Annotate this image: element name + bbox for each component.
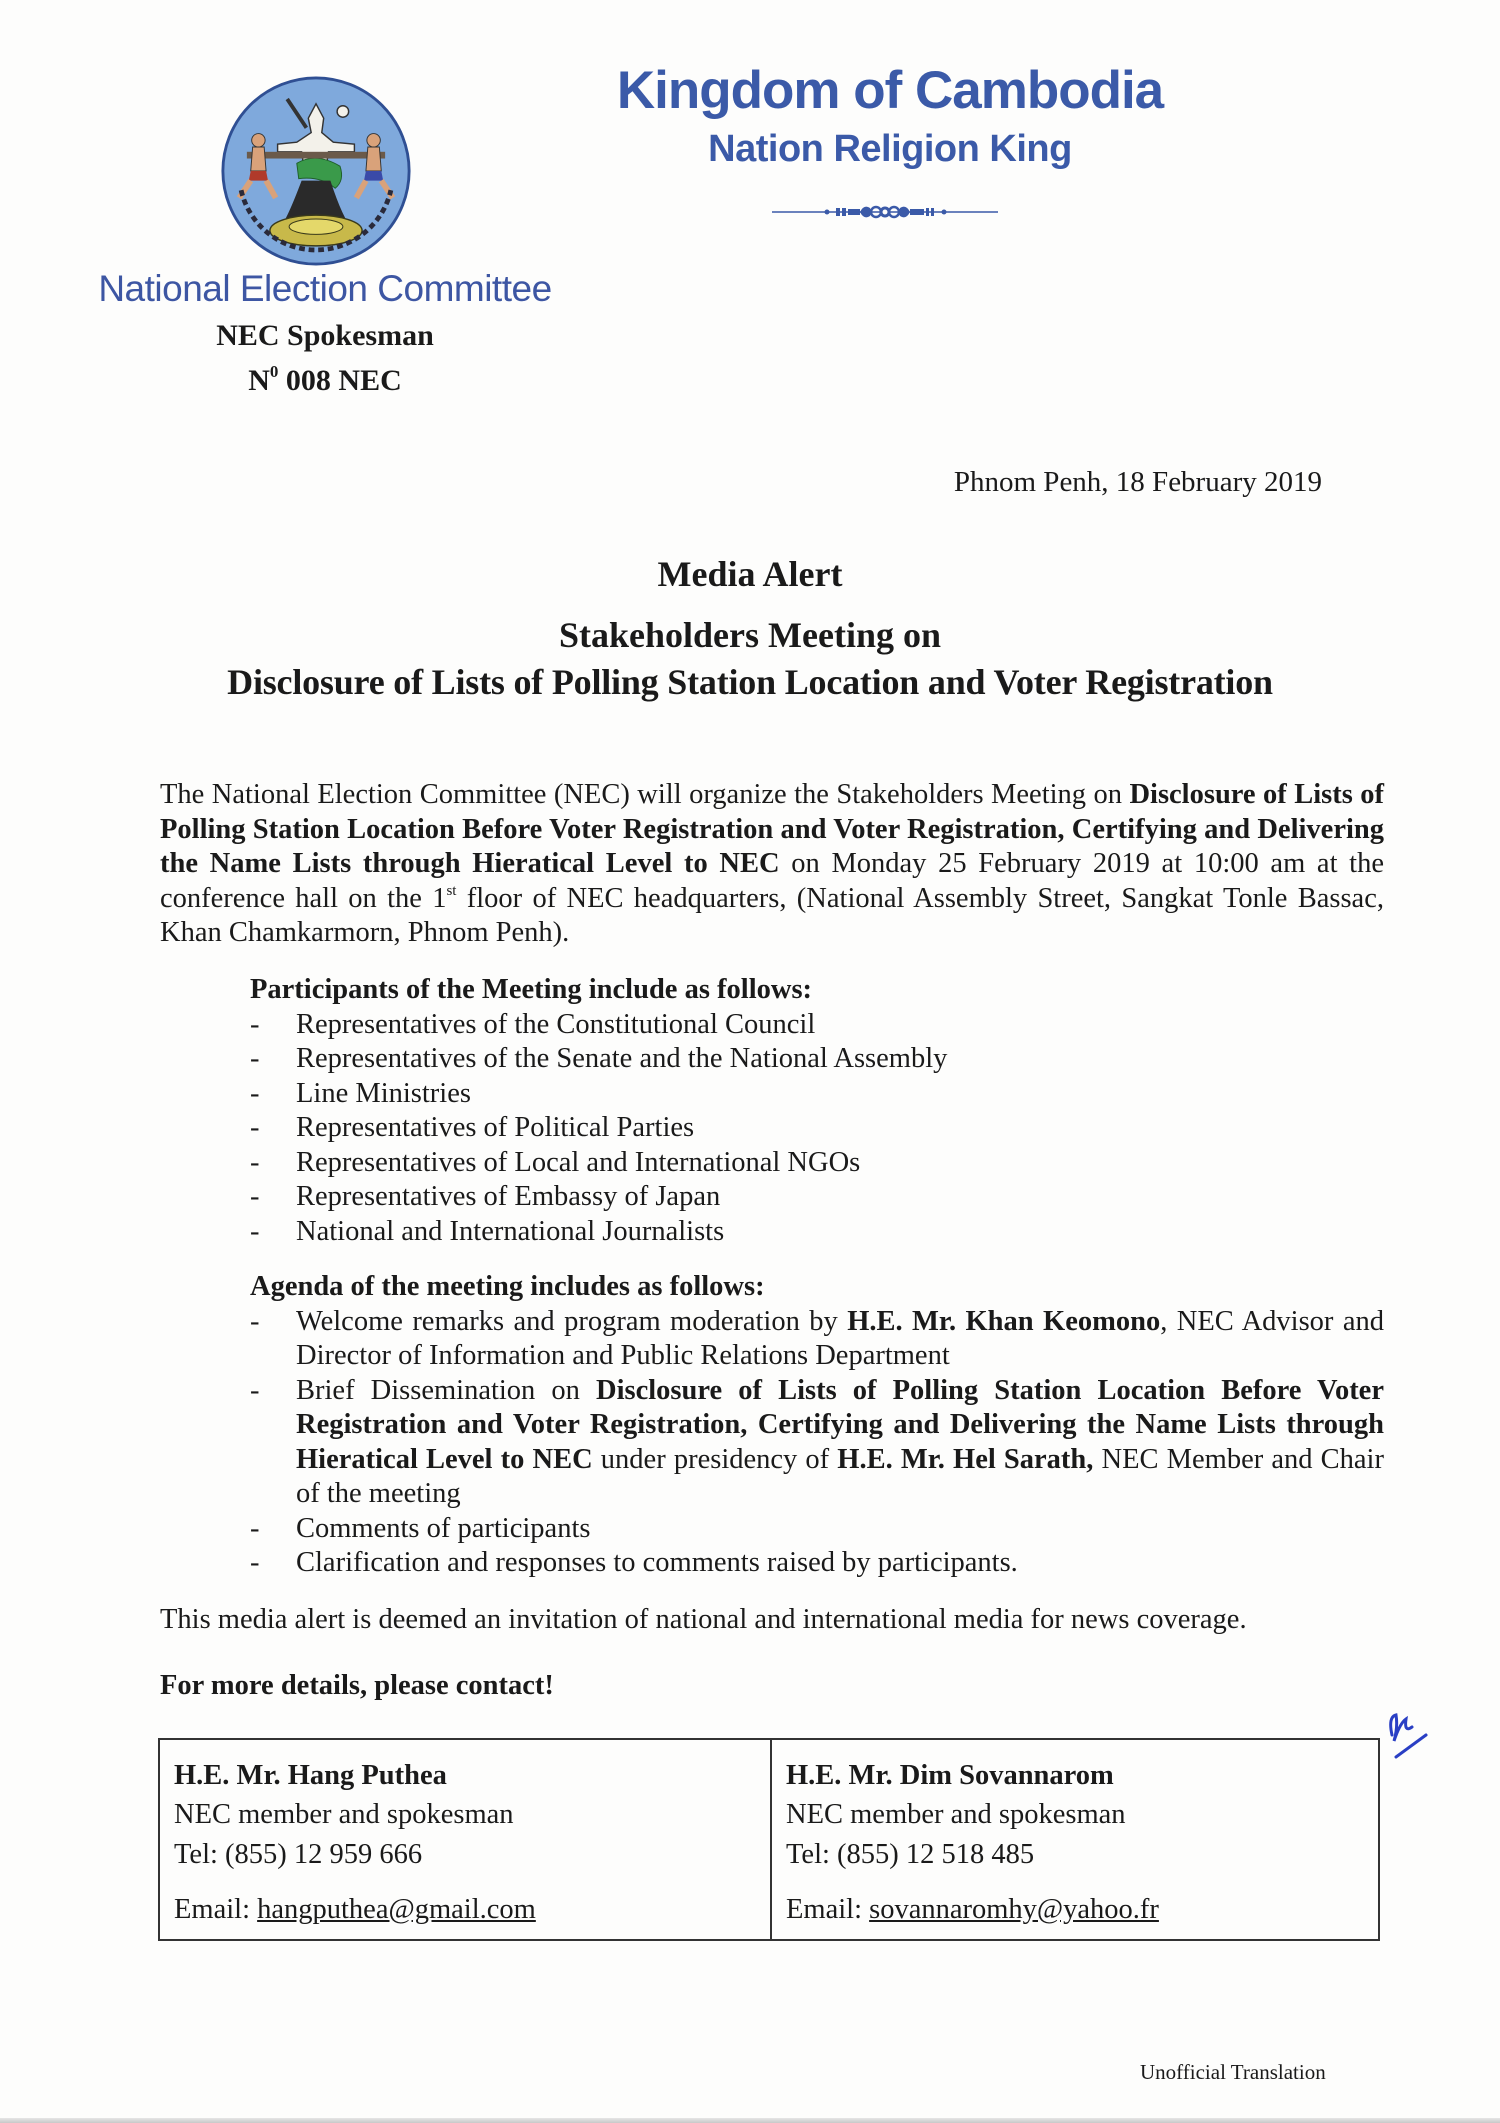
contact-name: H.E. Mr. Hang Puthea	[174, 1760, 447, 1791]
bullet-dash: -	[250, 1215, 260, 1247]
nec-emblem-icon	[220, 75, 412, 267]
bullet-dash: -	[250, 1043, 260, 1074]
email-link[interactable]: sovannaromhy@yahoo.fr	[869, 1894, 1159, 1925]
list-item-text: Representatives of the Senate and the National Assembly	[296, 1043, 948, 1074]
decorative-divider-icon	[772, 198, 998, 226]
contact-email	[786, 1890, 1378, 1930]
country-heading: Kingdom of Cambodia	[616, 61, 1164, 120]
email-link[interactable]: hangputhea@gmail.com	[257, 1894, 536, 1925]
bullet-dash: -	[250, 1077, 260, 1109]
participants-section	[250, 973, 1384, 1249]
agenda-text: under presidency of	[592, 1443, 838, 1475]
bullet-dash: -	[250, 1112, 260, 1143]
meeting-title-line1: Stakeholders Meeting on	[559, 615, 941, 655]
list-item	[250, 1042, 1384, 1077]
reference-value: 008 NEC	[278, 364, 402, 397]
meeting-title-line2: Disclosure of Lists of Polling Station Location and Voter Registration	[227, 662, 1273, 702]
intro-bold-topic: Disclosure of Lists of Polling Station Location Before Voter Registration and Voter Registration, Certifying and Delivering the Name Lists through Hieratical Level to NEC	[160, 779, 1385, 879]
contacts-table	[158, 1738, 1380, 1941]
intro-text-2: on Monday 25 February 2019 at 10:00 am at the conference hall on the 1	[160, 848, 1384, 914]
organization-name: National Election Committee	[98, 268, 552, 309]
list-item-text: Representatives of Political Parties	[296, 1112, 695, 1143]
agenda-list	[250, 1305, 1384, 1581]
list-item	[250, 1512, 1384, 1547]
agenda-text: , NEC Advisor and Director of Information and Public Relations Department	[296, 1305, 1384, 1371]
bullet-dash: -	[250, 1547, 260, 1578]
list-item	[250, 1077, 1384, 1112]
list-item	[250, 1305, 1384, 1374]
scan-edge	[0, 2118, 1500, 2123]
list-item	[250, 1146, 1384, 1181]
bullet-dash: -	[250, 1305, 260, 1337]
contact-name: H.E. Mr. Dim Sovannarom	[786, 1760, 1114, 1791]
phone-label: Tel:	[174, 1839, 226, 1870]
list-item	[250, 1111, 1384, 1146]
translation-note: Unofficial Translation	[1140, 2060, 1326, 2084]
reference-superscript: 0	[269, 362, 279, 381]
agenda-section	[250, 1270, 1384, 1581]
document-type-title: Media Alert	[657, 554, 843, 594]
national-motto: Nation Religion King	[708, 128, 1072, 170]
agenda-chair-name: H.E. Mr. Hel Sarath,	[837, 1443, 1094, 1475]
phone-label: Tel:	[786, 1839, 838, 1870]
phone-number: (855) 12 959 666	[225, 1839, 423, 1870]
list-item	[250, 1008, 1384, 1043]
bullet-dash: -	[250, 1512, 260, 1544]
list-item-text: Representatives of the Constitutional Council	[296, 1008, 816, 1040]
contact-role: NEC member and spokesman	[174, 1799, 514, 1830]
contact-heading: For more details, please contact!	[160, 1670, 554, 1701]
list-item	[250, 1215, 1384, 1250]
intro-paragraph	[160, 778, 1384, 951]
bullet-dash: -	[250, 1008, 260, 1040]
closing-statement: This media alert is deemed an invitation of national and international media for news coverage.	[160, 1604, 1247, 1635]
email-label: Email:	[786, 1894, 870, 1925]
list-item-text: Comments of participants	[296, 1512, 591, 1544]
contact-email	[174, 1890, 770, 1930]
email-label: Email:	[174, 1894, 258, 1925]
agenda-moderator-name: H.E. Mr. Khan Keomono	[847, 1305, 1161, 1337]
list-item	[250, 1180, 1384, 1215]
phone-number: (855) 12 518 485	[837, 1839, 1035, 1870]
agenda-text: NEC Member and Chair of the meeting	[296, 1443, 1384, 1509]
bullet-dash: -	[250, 1374, 260, 1406]
agenda-heading: Agenda of the meeting includes as follows:	[250, 1271, 765, 1302]
reference-prefix: N	[248, 364, 270, 397]
office-title: NEC Spokesman	[216, 319, 434, 352]
bullet-dash: -	[250, 1181, 260, 1212]
contact-role: NEC member and spokesman	[786, 1799, 1126, 1830]
agenda-text: Brief Dissemination on	[296, 1374, 597, 1406]
list-item-text: Clarification and responses to comments raised by participants.	[296, 1547, 1018, 1578]
contact-phone	[786, 1835, 1378, 1875]
reference-number	[80, 354, 570, 399]
date-line: Phnom Penh, 18 February 2019	[953, 466, 1322, 498]
contact-card	[160, 1740, 772, 1939]
bullet-dash: -	[250, 1146, 260, 1178]
intro-text-3: floor of NEC headquarters, (National Assembly Street, Sangkat Tonle Bassac, Khan Chamkarmorn, Phnom Penh).	[160, 882, 1384, 948]
contact-card	[772, 1740, 1378, 1939]
intro-ordinal-superscript: st	[446, 882, 457, 899]
list-item	[250, 1546, 1384, 1581]
contact-phone	[174, 1835, 770, 1875]
intro-text-1: The National Election Committee (NEC) will organize the Stakeholders Meeting on	[160, 779, 1130, 810]
agenda-text: Welcome remarks and program moderation by	[296, 1305, 848, 1337]
list-item-text: Line Ministries	[296, 1077, 471, 1109]
agenda-topic: Disclosure of Lists of Polling Station Location Before Voter Registration and Voter Registration, Certifying and Delivering the Name Lists through Hieratical Level to NEC	[296, 1374, 1384, 1475]
list-item-text: Representatives of Embassy of Japan	[296, 1181, 721, 1212]
list-item-text: Representatives of Local and International NGOs	[296, 1146, 861, 1178]
participants-list	[250, 1008, 1384, 1250]
list-item	[250, 1374, 1384, 1512]
participants-heading: Participants of the Meeting include as follows:	[250, 974, 813, 1005]
list-item-text: National and International Journalists	[296, 1215, 725, 1247]
handwritten-initials-icon	[1382, 1705, 1432, 1765]
